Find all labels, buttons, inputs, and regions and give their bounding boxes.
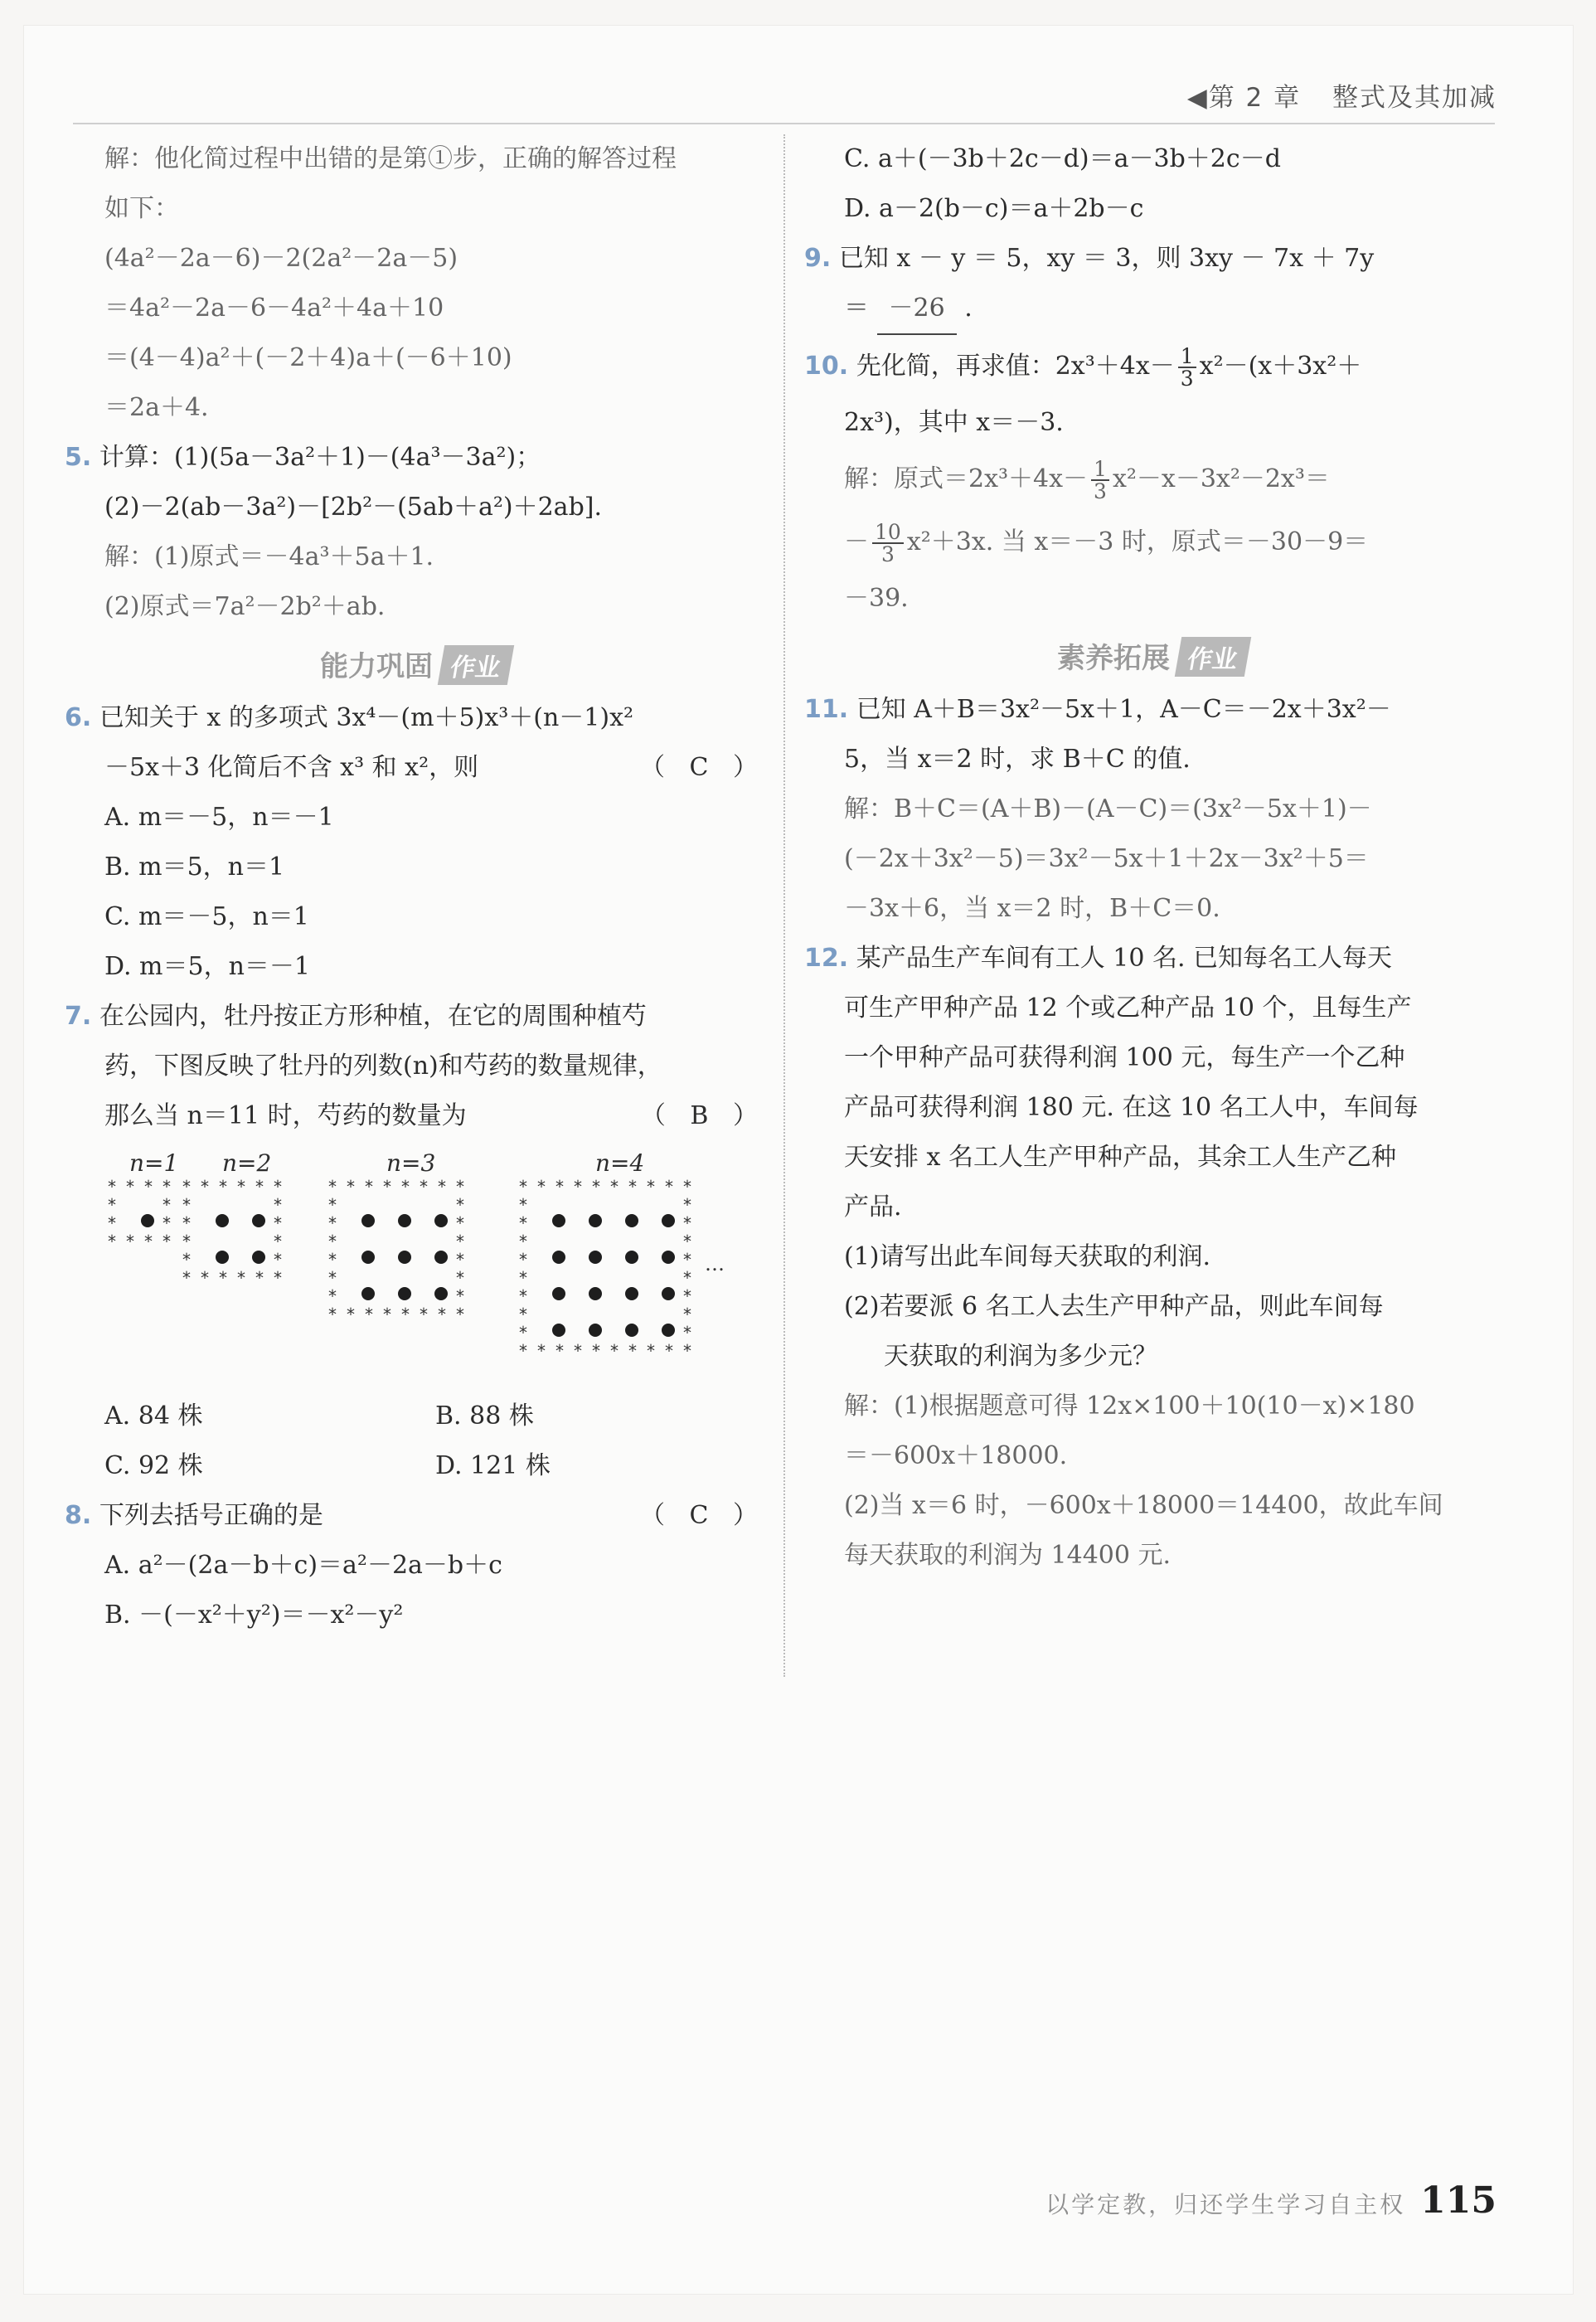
fraction-denominator: 3 (1094, 479, 1107, 503)
herbaceous-peony-mark: * (647, 1341, 655, 1361)
question-text: 已知 A＋B＝3x²－5x＋1，A－C＝－2x＋3x²－ (856, 695, 1391, 724)
section-tag: 作业 (438, 645, 514, 685)
answer-line: (－2x＋3x²－5)＝3x²－5x＋1＋2x－3x²＋5＝ (844, 844, 1369, 873)
herbaceous-peony-mark: * (274, 1177, 282, 1197)
herbaceous-peony-mark: * (274, 1231, 282, 1251)
herbaceous-peony-mark: * (592, 1177, 600, 1197)
herbaceous-peony-mark: * (163, 1177, 171, 1197)
herbaceous-peony-mark: * (163, 1213, 171, 1233)
peony-dot (662, 1214, 675, 1227)
herbaceous-peony-mark: * (108, 1231, 116, 1251)
question-7 (65, 992, 766, 1491)
option: B. m＝5，n＝1 (104, 853, 285, 882)
herbaceous-peony-mark: * (182, 1213, 191, 1233)
herbaceous-peony-mark: * (274, 1250, 282, 1270)
herbaceous-peony-mark: * (182, 1195, 191, 1215)
herbaceous-peony-mark: * (201, 1268, 209, 1288)
herbaceous-peony-mark: * (126, 1231, 134, 1251)
herbaceous-peony-mark: * (574, 1177, 582, 1197)
left-column (65, 134, 766, 1640)
herbaceous-peony-mark: * (519, 1304, 527, 1324)
herbaceous-peony-mark: * (108, 1213, 116, 1233)
section-tag: 作业 (1175, 637, 1251, 677)
fraction-numerator: 1 (1178, 346, 1196, 368)
question-number: 11. (804, 695, 849, 724)
question-text: 药，下图反映了牡丹的列数(n)和芍药的数量规律， (104, 1052, 662, 1081)
peony-dot (141, 1214, 154, 1227)
herbaceous-peony-mark: * (555, 1177, 564, 1197)
answer-line: (2)原式＝7a²－2b²＋ab. (104, 592, 386, 621)
herbaceous-peony-mark: * (610, 1177, 619, 1197)
equals-sign: ＝ (844, 294, 869, 323)
question-number: 6. (65, 703, 92, 732)
question-text: 天安排 x 名工人生产甲种产品，其余工人生产乙种 (844, 1143, 1396, 1172)
herbaceous-peony-mark: * (219, 1268, 227, 1288)
herbaceous-peony-mark: * (456, 1250, 464, 1270)
section-title-ability (65, 644, 766, 685)
herbaceous-peony-mark: * (610, 1341, 619, 1361)
option: D. 121 株 (435, 1451, 551, 1480)
figure-label-n3: n=3 (386, 1149, 436, 1177)
herbaceous-peony-mark: * (144, 1177, 153, 1197)
peony-dot (625, 1324, 638, 1337)
herbaceous-peony-mark: * (108, 1195, 116, 1215)
question-text: 某产品生产车间有工人 10 名. 已知每名工人每天 (856, 944, 1393, 973)
herbaceous-peony-mark: * (401, 1177, 410, 1197)
peony-dot (662, 1287, 675, 1300)
herbaceous-peony-mark: * (456, 1304, 464, 1324)
herbaceous-peony-mark: * (328, 1250, 337, 1270)
peony-dot (361, 1287, 375, 1300)
question-text: 计算：(1)(5a－3a²＋1)－(4a³－3a²)； (99, 443, 541, 472)
question-text: 一个甲种产品可获得利润 100 元，每生产一个乙种 (844, 1043, 1405, 1072)
herbaceous-peony-mark: * (383, 1177, 391, 1197)
option: A. a²－(2a－b＋c)＝a²－2a－b＋c (104, 1551, 502, 1580)
peony-dot (589, 1287, 602, 1300)
herbaceous-peony-mark: * (683, 1341, 691, 1361)
herbaceous-peony-mark: * (438, 1177, 446, 1197)
peony-dot (361, 1251, 375, 1264)
option: B. －(－x²＋y²)＝－x²－y² (104, 1601, 404, 1630)
herbaceous-peony-mark: * (519, 1195, 527, 1215)
herbaceous-peony-mark: * (420, 1304, 428, 1324)
option: D. a－2(b－c)＝a＋2b－c (844, 194, 1144, 223)
chapter-title: 整式及其加减 (1332, 83, 1497, 113)
herbaceous-peony-mark: * (628, 1177, 637, 1197)
peony-figure-svg (65, 1146, 766, 1385)
answer-line: (2)当 x＝6 时，－600x＋18000＝14400，故此车间 (844, 1491, 1443, 1520)
herbaceous-peony-mark: * (328, 1177, 337, 1197)
peony-dot (216, 1251, 229, 1264)
answer-line: ＝2a＋4. (104, 393, 209, 422)
herbaceous-peony-mark: * (328, 1213, 337, 1233)
peony-dot (216, 1214, 229, 1227)
herbaceous-peony-mark: * (519, 1323, 527, 1343)
herbaceous-peony-mark: * (456, 1286, 464, 1306)
herbaceous-peony-mark: * (683, 1323, 691, 1343)
question-text: 先化简，再求值：2x³＋4x－ (856, 352, 1175, 381)
question-10 (804, 335, 1501, 624)
herbaceous-peony-mark: * (274, 1195, 282, 1215)
question-number: 8. (65, 1501, 92, 1530)
herbaceous-peony-mark: * (683, 1195, 691, 1215)
herbaceous-peony-mark: * (456, 1195, 464, 1215)
fraction (872, 522, 904, 565)
sub-question: 天获取的利润为多少元？ (884, 1342, 1157, 1371)
fraction-denominator: 3 (880, 542, 895, 566)
peony-dot (434, 1214, 448, 1227)
herbaceous-peony-mark: * (182, 1177, 191, 1197)
herbaceous-peony-mark: * (347, 1177, 355, 1197)
herbaceous-peony-mark: * (126, 1177, 134, 1197)
question-text: 那么当 n＝11 时，芍药的数量为 (104, 1101, 467, 1130)
question-text: 在公园内，牡丹按正方形种植，在它的周围种植芍 (99, 1002, 647, 1031)
question-12 (804, 934, 1501, 1581)
answer-line: ＝4a²－2a－6－4a²＋4a＋10 (104, 294, 444, 323)
answer-choice: （ B ） (640, 1101, 766, 1130)
question-number: 5. (65, 443, 92, 472)
herbaceous-peony-mark: * (456, 1268, 464, 1288)
herbaceous-peony-mark: * (456, 1177, 464, 1197)
previous-answer (65, 134, 766, 433)
answer-text: x²－x－3x²－2x³＝ (1112, 464, 1330, 493)
question-text: 下列去括号正确的是 (99, 1501, 323, 1530)
herbaceous-peony-mark: * (456, 1231, 464, 1251)
herbaceous-peony-mark: * (328, 1231, 337, 1251)
peony-dot (434, 1287, 448, 1300)
herbaceous-peony-mark: * (683, 1304, 691, 1324)
peony-dot (589, 1251, 602, 1264)
option: A. m＝－5，n＝－1 (104, 803, 334, 832)
herbaceous-peony-mark: * (163, 1195, 171, 1215)
peony-dot (361, 1214, 375, 1227)
herbaceous-peony-mark: * (537, 1177, 546, 1197)
herbaceous-peony-mark: * (420, 1177, 428, 1197)
herbaceous-peony-mark: * (555, 1341, 564, 1361)
answer-line: －3x＋6，当 x＝2 时，B＋C＝0. (844, 894, 1220, 923)
question-11 (804, 685, 1501, 934)
question-number: 12. (804, 944, 849, 973)
peony-dot (552, 1324, 565, 1337)
question-text: 已知 x － y ＝ 5，xy ＝ 3，则 3xy － 7x ＋ 7y (838, 244, 1375, 273)
option: C. a＋(－3b＋2c－d)＝a－3b＋2c－d (844, 144, 1281, 173)
herbaceous-peony-mark: * (683, 1177, 691, 1197)
page-number: 115 (1420, 2179, 1497, 2222)
herbaceous-peony-mark: * (519, 1268, 527, 1288)
page-footer (1045, 2179, 1497, 2222)
herbaceous-peony-mark: * (201, 1177, 209, 1197)
figure-ellipsis: … (705, 1252, 725, 1275)
peony-dot (252, 1214, 265, 1227)
herbaceous-peony-mark: * (328, 1286, 337, 1306)
chapter-label: ◀第 2 章 (1186, 83, 1302, 113)
herbaceous-peony-mark: * (647, 1177, 655, 1197)
question-text: －5x＋3 化简后不含 x³ 和 x²，则 (104, 753, 479, 782)
herbaceous-peony-mark: * (328, 1268, 337, 1288)
fraction (1091, 459, 1109, 502)
option: A. 84 株 (104, 1401, 203, 1431)
sub-question: (1)请写出此车间每天获取的利润. (844, 1242, 1211, 1271)
answer-line: 如下： (104, 194, 179, 223)
question-text: (2)－2(ab－3a²)－[2b²－(5ab＋a²)＋2ab]. (104, 493, 603, 522)
herbaceous-peony-mark: * (519, 1177, 527, 1197)
section-title-text: 素养拓展 (1057, 642, 1170, 675)
herbaceous-peony-mark: * (401, 1304, 410, 1324)
herbaceous-peony-mark: * (683, 1231, 691, 1251)
herbaceous-peony-mark: * (683, 1213, 691, 1233)
option: D. m＝5，n＝－1 (104, 952, 310, 981)
herbaceous-peony-mark: * (365, 1177, 373, 1197)
question-text: 2x³)，其中 x＝－3. (844, 408, 1064, 437)
peony-dot (552, 1251, 565, 1264)
option: B. 88 株 (435, 1401, 534, 1431)
fraction-numerator: 1 (1091, 459, 1109, 481)
column-divider (783, 134, 785, 1677)
answer-line: 解：(1)根据题意可得 12x×100＋10(10－x)×180 (844, 1392, 1415, 1421)
herbaceous-peony-mark: * (237, 1268, 245, 1288)
herbaceous-peony-mark: * (665, 1341, 673, 1361)
answer-text: － (844, 527, 869, 556)
herbaceous-peony-mark: * (592, 1341, 600, 1361)
herbaceous-peony-mark: * (519, 1286, 527, 1306)
answer-text: x²＋3x. 当 x＝－3 时，原式＝－30－9＝ (906, 527, 1369, 556)
question-9 (804, 234, 1501, 335)
question-8-continued (804, 134, 1501, 234)
herbaceous-peony-mark: * (519, 1250, 527, 1270)
question-text: 可生产甲种产品 12 个或乙种产品 10 个，且每生产 (844, 993, 1412, 1023)
herbaceous-peony-mark: * (237, 1177, 245, 1197)
herbaceous-peony-mark: * (365, 1304, 373, 1324)
peony-dot (552, 1214, 565, 1227)
question-text: 产品可获得利润 180 元. 在这 10 名工人中，车间每 (844, 1093, 1419, 1122)
chapter-header (1187, 76, 1497, 114)
section-title-extension (804, 635, 1501, 677)
peony-dot (589, 1214, 602, 1227)
fraction-denominator: 3 (1180, 367, 1194, 391)
herbaceous-peony-mark: * (383, 1304, 391, 1324)
peony-dot (662, 1324, 675, 1337)
answer-line: －39. (844, 584, 909, 613)
peony-dot (398, 1287, 411, 1300)
answer-line: 解：B＋C＝(A＋B)－(A－C)＝(3x²－5x＋1)－ (844, 794, 1372, 823)
peony-dot (434, 1251, 448, 1264)
herbaceous-peony-mark: * (665, 1177, 673, 1197)
fraction-numerator: 10 (872, 522, 904, 544)
herbaceous-peony-mark: * (108, 1177, 116, 1197)
herbaceous-peony-mark: * (255, 1268, 264, 1288)
peony-figure (65, 1146, 766, 1385)
herbaceous-peony-mark: * (163, 1231, 171, 1251)
herbaceous-peony-mark: * (519, 1213, 527, 1233)
herbaceous-peony-mark: * (683, 1286, 691, 1306)
question-6 (65, 693, 766, 992)
answer-line: (4a²－2a－6)－2(2a²－2a－5) (104, 244, 458, 273)
peony-dot (625, 1287, 638, 1300)
section-title-text: 能力巩固 (320, 650, 433, 683)
herbaceous-peony-mark: * (144, 1231, 153, 1251)
question-text: 已知关于 x 的多项式 3x⁴－(m＋5)x³＋(n－1)x² (99, 703, 634, 732)
peony-dot (252, 1251, 265, 1264)
answer-line: 解：他化简过程中出错的是第①步，正确的解答过程 (104, 144, 677, 173)
question-8 (65, 1491, 766, 1640)
herbaceous-peony-mark: * (537, 1341, 546, 1361)
herbaceous-peony-mark: * (519, 1341, 527, 1361)
herbaceous-peony-mark: * (182, 1231, 191, 1251)
herbaceous-peony-mark: * (182, 1268, 191, 1288)
right-column (804, 134, 1501, 1581)
figure-label-n1: n=1 (129, 1149, 179, 1177)
fraction (1178, 346, 1196, 389)
herbaceous-peony-mark: * (255, 1177, 264, 1197)
answer-choice: （ C ） (639, 753, 766, 782)
question-text: 5，当 x＝2 时，求 B＋C 的值. (844, 745, 1191, 774)
herbaceous-peony-mark: * (219, 1177, 227, 1197)
answer-line: 解：(1)原式＝－4a³＋5a＋1. (104, 542, 434, 571)
question-text: 产品. (844, 1193, 902, 1222)
peony-dot (398, 1251, 411, 1264)
peony-dot (552, 1287, 565, 1300)
figure-label-n4: n=4 (595, 1149, 645, 1177)
herbaceous-peony-mark: * (182, 1250, 191, 1270)
herbaceous-peony-mark: * (438, 1304, 446, 1324)
sub-question: (2)若要派 6 名工人去生产甲种产品，则此车间每 (844, 1292, 1384, 1321)
herbaceous-peony-mark: * (683, 1268, 691, 1288)
period: . (964, 294, 973, 323)
herbaceous-peony-mark: * (274, 1213, 282, 1233)
peony-dot (662, 1251, 675, 1264)
answer-blank: －26 (877, 284, 957, 335)
header-divider (73, 123, 1495, 124)
herbaceous-peony-mark: * (574, 1341, 582, 1361)
herbaceous-peony-mark: * (328, 1195, 337, 1215)
herbaceous-peony-mark: * (519, 1231, 527, 1251)
footer-slogan: 以学定教，归还学生学习自主权 (1045, 2191, 1406, 2218)
option: C. 92 株 (104, 1451, 203, 1480)
answer-line: 每天获取的利润为 14400 元. (844, 1541, 1172, 1570)
peony-dot (589, 1324, 602, 1337)
question-5 (65, 433, 766, 632)
answer-line: ＝(4－4)a²＋(－2＋4)a＋(－6＋10) (104, 343, 512, 372)
answer-line: ＝－600x＋18000. (844, 1441, 1068, 1470)
answer-text: 解：原式＝2x³＋4x－ (844, 464, 1089, 493)
question-number: 10. (804, 352, 849, 381)
peony-dot (625, 1251, 638, 1264)
answer-choice: （ C ） (639, 1501, 766, 1530)
question-number: 9. (804, 244, 832, 273)
herbaceous-peony-mark: * (683, 1250, 691, 1270)
herbaceous-peony-mark: * (456, 1213, 464, 1233)
figure-label-n2: n=2 (222, 1149, 272, 1177)
herbaceous-peony-mark: * (347, 1304, 355, 1324)
herbaceous-peony-mark: * (328, 1304, 337, 1324)
herbaceous-peony-mark: * (274, 1268, 282, 1288)
option: C. m＝－5，n＝1 (104, 902, 309, 931)
peony-dot (625, 1214, 638, 1227)
herbaceous-peony-mark: * (628, 1341, 637, 1361)
question-number: 7. (65, 1002, 92, 1031)
peony-dot (398, 1214, 411, 1227)
question-text: x²－(x＋3x²＋ (1199, 352, 1362, 381)
